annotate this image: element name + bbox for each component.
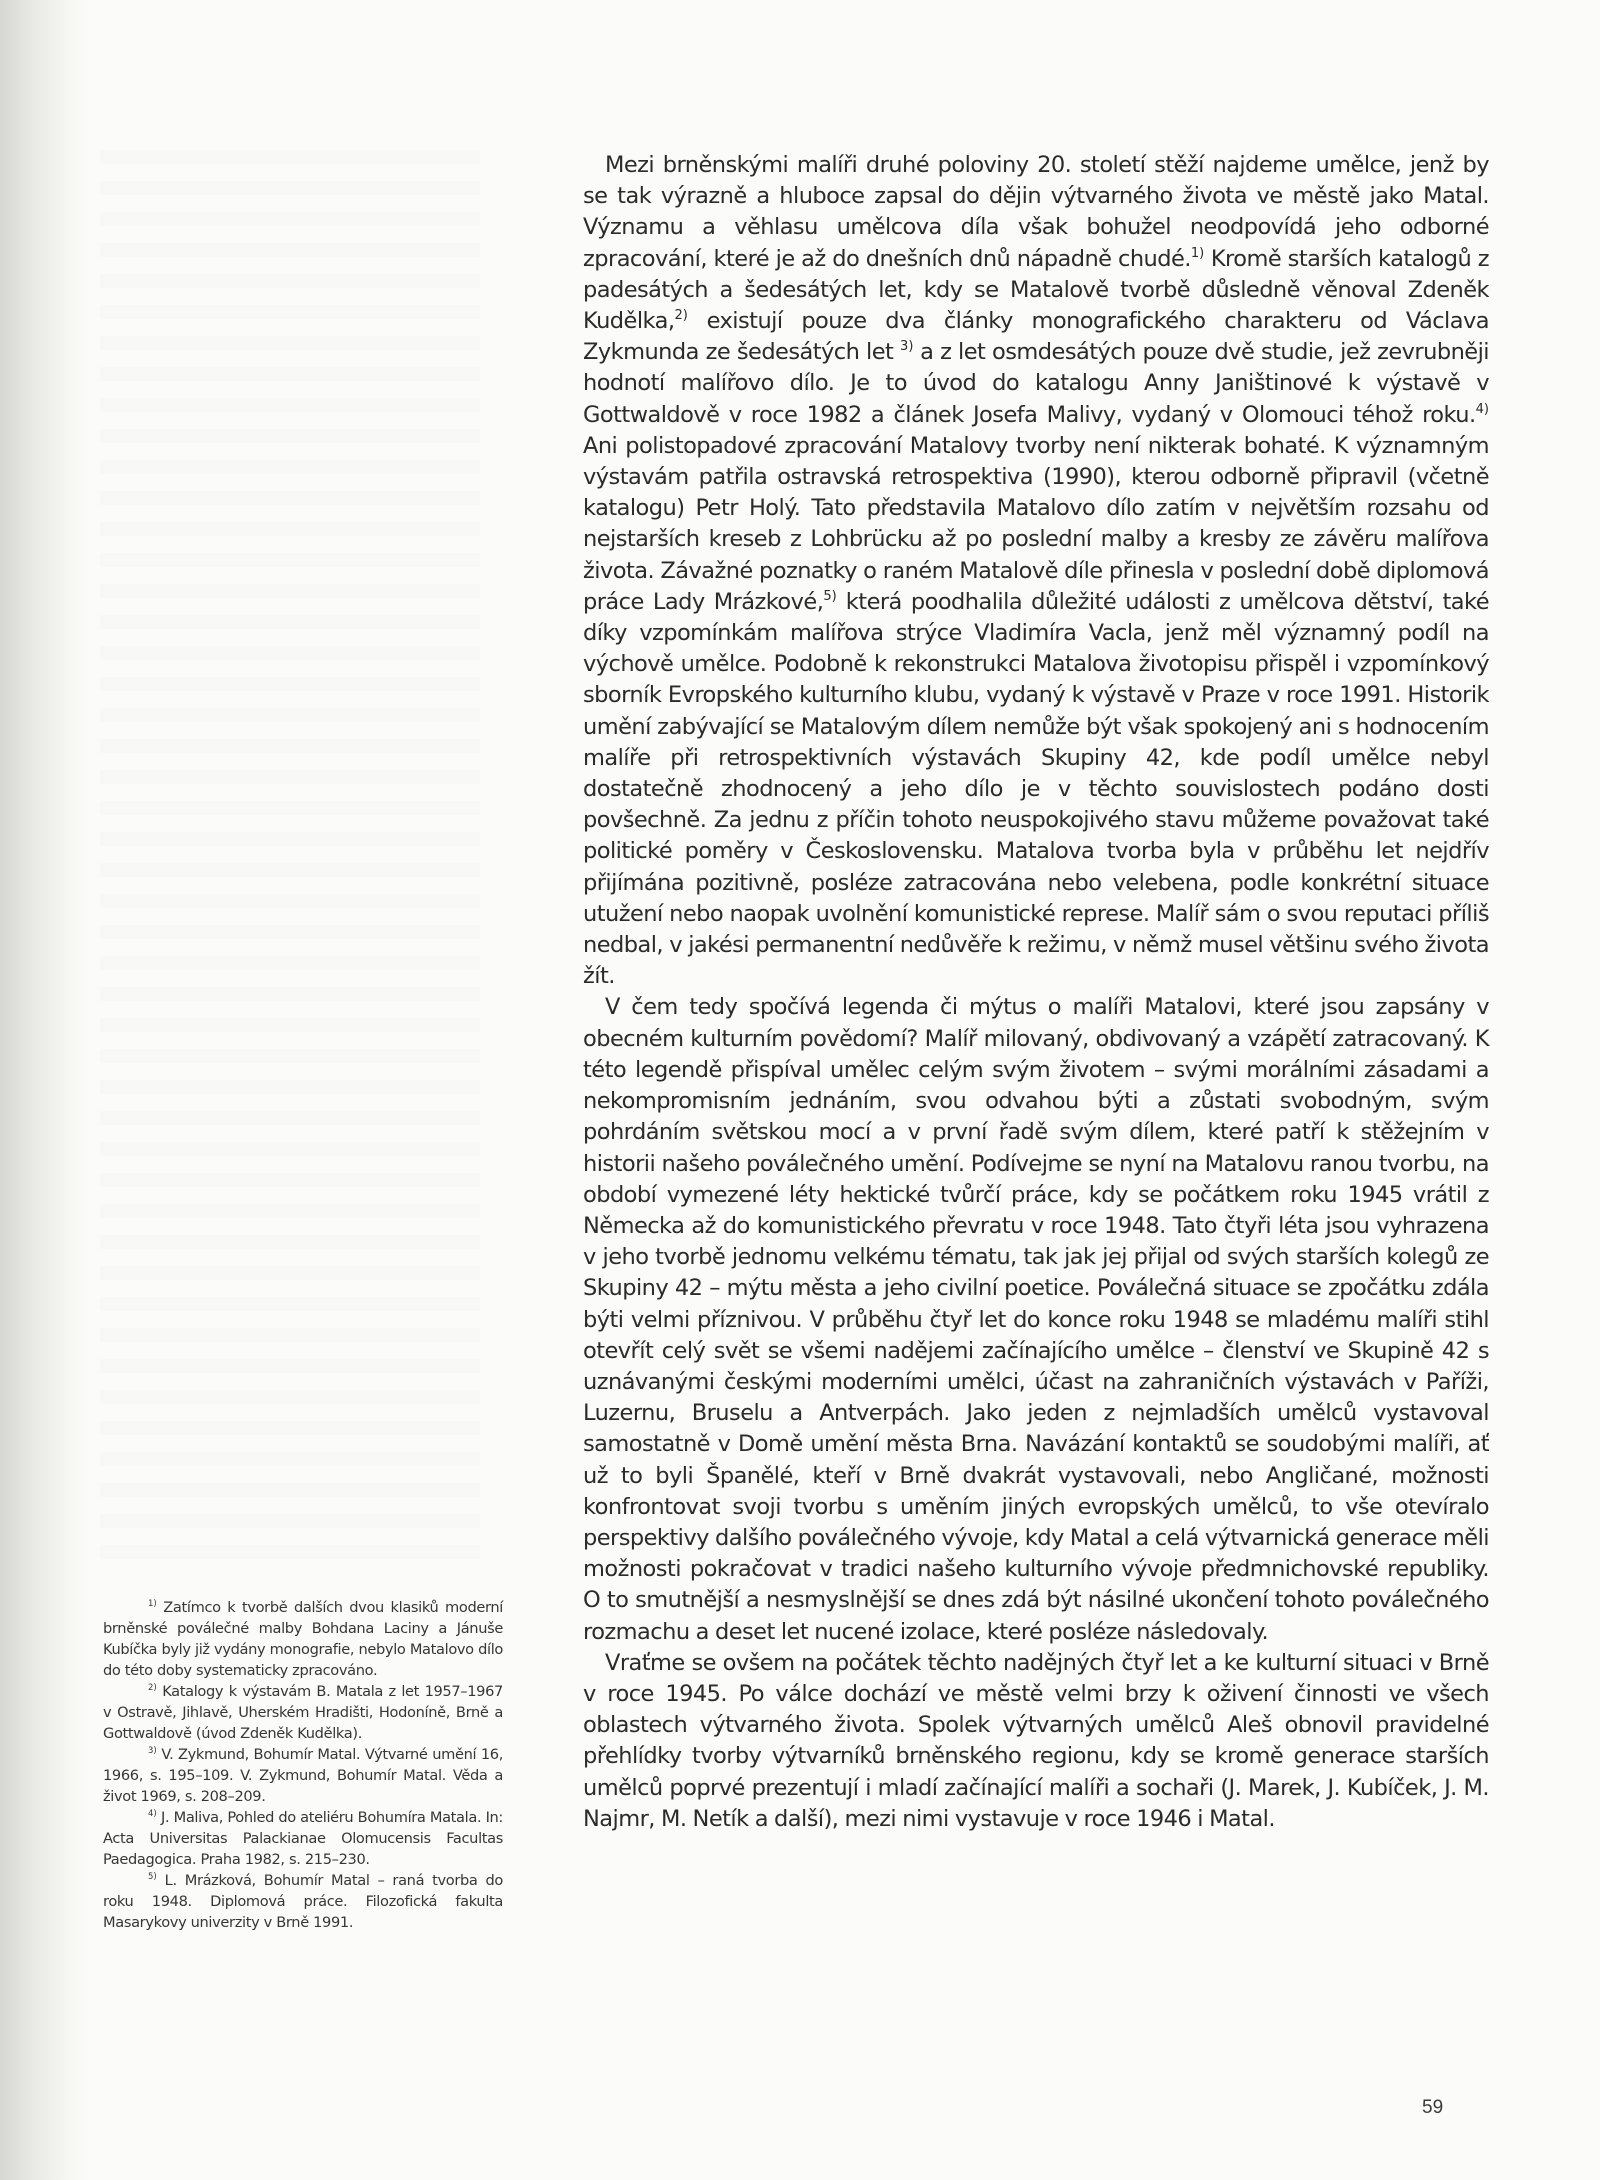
footnotes-column <box>103 1597 503 1933</box>
footnote-ref-3[interactable]: 3) <box>900 339 914 355</box>
text-segment: a z let osmdesátých pouze dvě studie, jež zevrubněji hodnotí malířovo dílo. Je to úvod do katalogu Anny Janištinové k výstavě v Gottwaldově v roce 1982 a článek Josefa Malivy, vydaný v Olomouci téhož roku. <box>583 339 1489 428</box>
footnote-mark: 1) <box>148 1598 157 1609</box>
main-text-column <box>583 150 1489 1835</box>
footnote-text: Katalogy k výstavám B. Matala z let 1957–1967 v Ostravě, Jihlavě, Uherském Hradišti, Hodoníně, Brně a Gottwaldově (úvod Zdeněk Kudělka). <box>103 1683 503 1742</box>
footnote-5 <box>103 1870 503 1933</box>
footnote-mark: 4) <box>148 1808 157 1819</box>
binding-shadow <box>0 0 90 2180</box>
footnote-4 <box>103 1807 503 1870</box>
show-through-texture <box>100 150 480 1570</box>
page-number: 59 <box>1422 2097 1444 2118</box>
footnote-ref-2[interactable]: 2) <box>674 307 688 323</box>
footnote-text: J. Maliva, Pohled do ateliéru Bohumíra Matala. In: Acta Universitas Palackianae Olomucensis Facultas Paedagogica. Praha 1982, s. 215–230. <box>103 1809 503 1868</box>
body-paragraph-2 <box>583 992 1489 1647</box>
text-segment: která poodhalila důležité události z umělcova dětství, také díky vzpomínkám malířova strýce Vladimíra Vacla, jenž měl významný podíl na výchově umělce. Podobně k rekonstrukci Matalova životopisu přispěl i vzpomínkový sborník Evropského kulturního klubu, vydaný k výstavě v Praze v roce 1991. Historik umění zabývající se Matalovým dílem nemůže být však spokojený ani s hodnocením malíře při retrospektivních výstavách Skupiny 42, kde podíl umělce nebyl dostatečně zhodnocený a jeho dílo je v těchto souvislostech podáno dosti povšechně. Za jednu z příčin tohoto neuspokojivého stavu můžeme považovat také politické poměry v Československu. Matalova tvorba byla v průběhu let nejdřív přijímána pozitivně, posléze zatracována nebo velebena, podle konkrétní situace utužení nebo naopak uvolnění komunistické represe. Malíř sám o svou reputaci příliš nedbal, v jakési permanentní nedůvěře k režimu, v němž musel většinu svého života žít. <box>583 588 1489 990</box>
footnote-ref-1[interactable]: 1) <box>1190 245 1205 261</box>
footnote-text: L. Mrázková, Bohumír Matal – raná tvorba do roku 1948. Diplomová práce. Filozofická fakulta Masarykovy univerzity v Brně 1991. <box>103 1872 503 1931</box>
text-segment: Vraťme se ovšem na počátek těchto nadějných čtyř let a ke kulturní situaci v Brně v roce 1945. Po válce dochází ve městě velmi brzy k oživení činnosti ve všech oblastech výtvarného života. Spolek výtvarných umělců Aleš obnovil pravidelné přehlídky tvorby výtvarníků brněnského regionu, kdy se kromě generace starších umělců poprvé prezentují i mladí začínající malíři a sochaři (J. Marek, J. Kubíček, J. M. Najmr, M. Netík a další), mezi nimi vystavuje v roce 1946 i Matal. <box>583 1649 1489 1832</box>
text-segment: Mezi brněnskými malíři druhé poloviny 20. století stěží najdeme umělce, jenž by se tak výrazně a hluboce zapsal do dějin výtvarného života ve městě jako Matal. Významu a věhlasu umělcova díla však bohužel neodpovídá jeho odborné zpracování, které je až do dnešních dnů nápadně chudé. <box>583 152 1489 272</box>
footnote-ref-4[interactable]: 4) <box>1475 401 1489 417</box>
text-segment: Kromě starších katalogů z padesátých a šedesátých let, kdy se Matalově tvorbě důsledně věnoval Zdeněk Kudělka, <box>583 245 1489 335</box>
text-segment: existují pouze dva články monografického charakteru od Václava Zykmunda ze šedesátých let <box>583 308 1489 366</box>
footnote-2 <box>103 1681 503 1744</box>
footnote-mark: 3) <box>148 1745 157 1756</box>
footnote-mark: 2) <box>148 1682 157 1693</box>
body-paragraph-3 <box>583 1648 1489 1835</box>
footnote-3 <box>103 1744 503 1807</box>
text-segment: Ani polistopadové zpracování Matalovy tvorby není nikterak bohaté. K významným výstavám patřila ostravská retrospektiva (1990), kterou odborně připravil (včetně katalogu) Petr Holý. Tato představila Matalovo dílo zatím v největším rozsahu od nejstarších kreseb z Lohbrücku až po poslední malby a kresby ze závěru malířova života. Závažné poznatky o raném Matalově díle přinesla v poslední době diplomová práce Lady Mrázkové, <box>583 432 1489 615</box>
body-paragraph-1 <box>583 150 1489 992</box>
footnote-1 <box>103 1597 503 1681</box>
footnote-mark: 5) <box>148 1871 157 1882</box>
footnote-text: V. Zykmund, Bohumír Matal. Výtvarné umění 16, 1966, s. 195–109. V. Zykmund, Bohumír Matal. Věda a život 1969, s. 208–209. <box>103 1746 503 1805</box>
footnote-text: Zatímco k tvorbě dalších dvou klasiků moderní brněnské poválečné malby Bohdana Laciny a Jánuše Kubíčka byly již vydány monografie, nebylo Matalovo dílo do této doby systematicky zpracováno. <box>103 1599 503 1679</box>
text-segment: V čem tedy spočívá legenda či mýtus o malíři Matalovi, které jsou zapsány v obecném kulturním povědomí? Malíř milovaný, obdivovaný a vzápětí zatracovaný. K této legendě přispíval umělec celým svým životem – svými morálními zásadami a nekompromisním jednáním, svou odvahou býti a zůstati svobodným, svým pohrdáním světskou mocí a v první řadě svým dílem, které patří k stěžejním v historii našeho poválečného umění. Podívejme se nyní na Matalovu ranou tvorbu, na období vymezené léty hektické tvůrčí práce, kdy se počátkem roku 1945 vrátil z Německa až do komunistického převratu v roce 1948. Tato čtyři léta jsou vyhrazena v jeho tvorbě jednomu velkému tématu, tak jak jej přijal od svých starších kolegů ze Skupiny 42 – mýtu města a jeho civilní poetice. Poválečná situace se zpočátku zdála býti velmi příznivou. V průběhu čtyř let do konce roku 1948 se mladému malíři stihl otevřít celý svět se všemi nadějemi začínajícího umělce – členství ve Skupině 42 s uznávanými českými moderními umělci, účast na zahraničních výstavách v Paříži, Luzernu, Bruselu a Antverpách. Jako jeden z nejmladších umělců vystavoval samostatně v Domě umění města Brna. Navázání kontaktů se soudobými malíři, ať už to byli Španělé, kteří v Brně dvakrát vystavovali, nebo Angličané, možnosti konfrontovat svoji tvorbu s uměním jiných evropských umělců, to vše otevíralo perspektivy dalšího poválečného vývoje, kdy Matal a celá výtvarnická generace měli možnosti pokračovat v tradici našeho kulturního vývoje předmnichovské republiky. O to smutnější a nesmyslnější se dnes zdá být násilné ukončení tohoto poválečného rozmachu a deset let nucené izolace, které posléze následovaly. <box>583 994 1489 1645</box>
footnote-ref-5[interactable]: 5) <box>823 588 837 604</box>
